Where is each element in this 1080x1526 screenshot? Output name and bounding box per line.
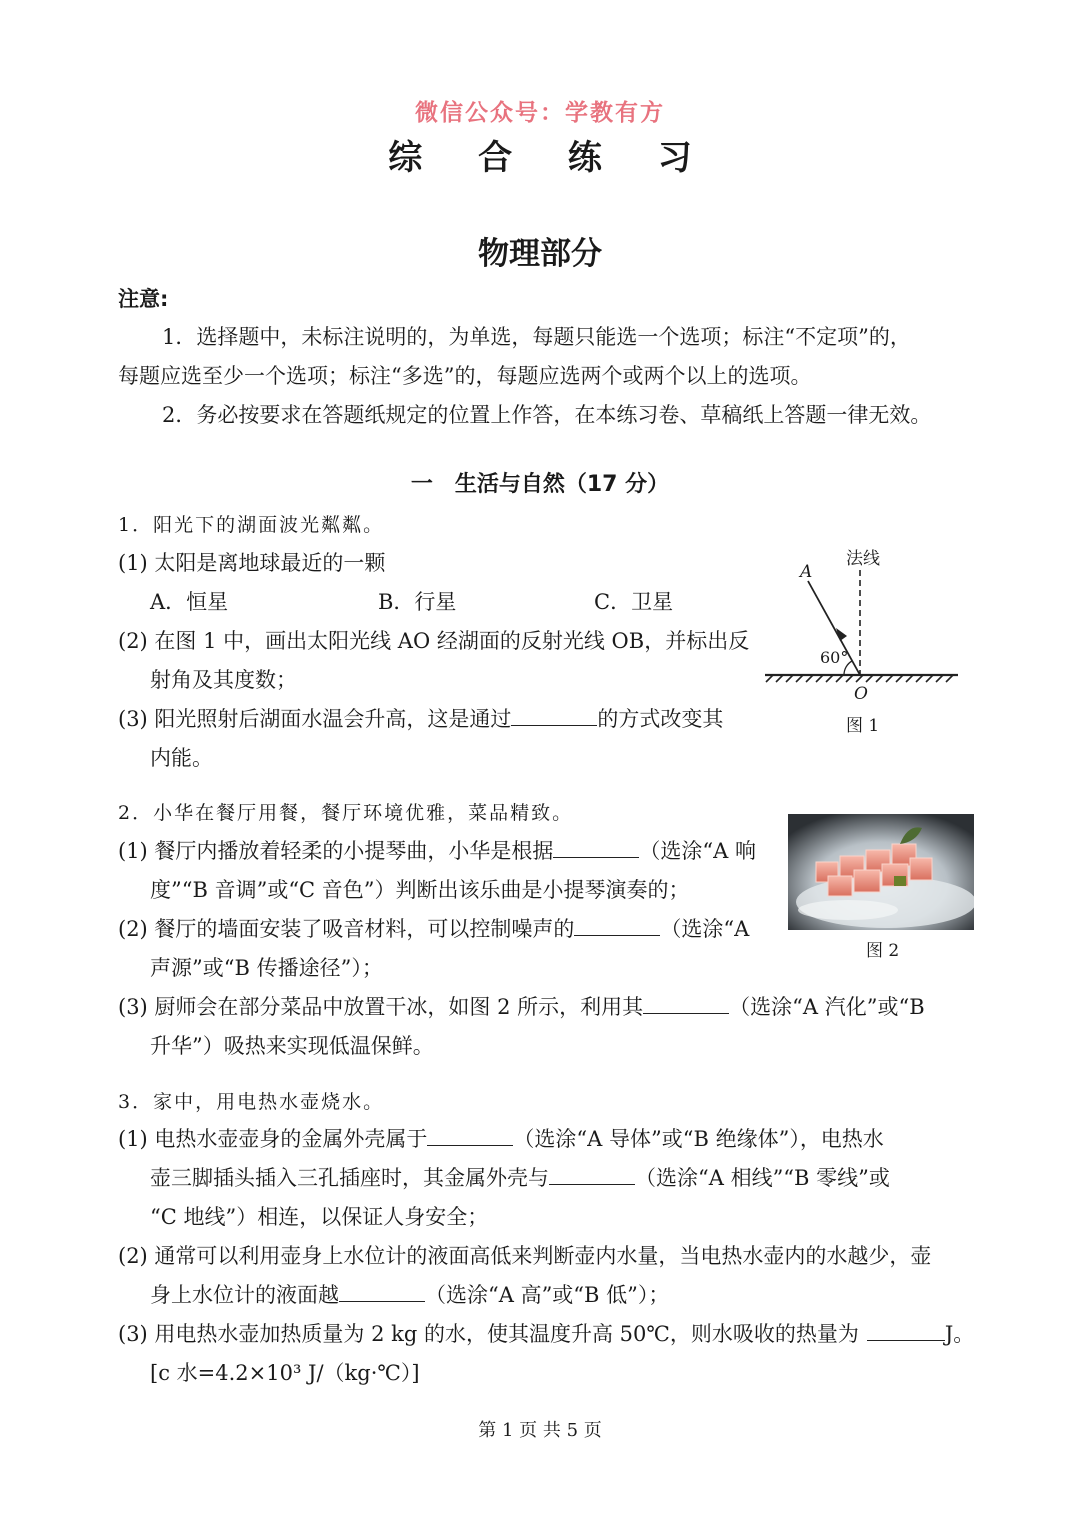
q3-part-1-line-2-post: （选涂“A 相线”“B 零线”或 <box>635 1166 890 1190</box>
figure-1-angle-label: 60° <box>820 648 849 667</box>
q2-part-3-post: （选涂“A 汽化”或“B <box>729 995 925 1019</box>
q3-part-3-blank[interactable] <box>867 1320 945 1341</box>
q2-part-3-line-2: 升华”）吸热来实现低温保鲜。 <box>150 1034 434 1058</box>
figure-2-caption: 图 2 <box>866 941 900 961</box>
q3-formula: [c 水=4.2×10³ J/（kg·℃）] <box>150 1361 420 1385</box>
q3-part-3-line-1 <box>118 1319 974 1349</box>
q2-part-2-line-2: 声源”或“B 传播途径”）； <box>150 956 383 980</box>
q3-part-1-pre: (1) 电热水壶壶身的金属外壳属于 <box>118 1127 428 1151</box>
q1-part-3-line-2: 内能。 <box>150 746 213 770</box>
q3-part-3-pre: (3) 用电热水壶加热质量为 2 kg 的水，使其温度升高 50℃，则水吸收的热量为 <box>118 1322 859 1346</box>
q2-part-1-blank[interactable] <box>553 837 639 858</box>
figure-1-point-o: O <box>854 684 868 704</box>
q1-part-3-blank[interactable] <box>511 705 597 726</box>
q1-part-3-post: 的方式改变其 <box>597 707 724 731</box>
notice-item-2: 2．务必按要求在答题纸规定的位置上作答，在本练习卷、草稿纸上答题一律无效。 <box>162 403 932 427</box>
q1-option-c: C．卫星 <box>594 590 674 614</box>
q3-part-1-blank-2[interactable] <box>549 1164 635 1185</box>
figure-1-point-a: A <box>800 562 813 582</box>
q1-part-3-line-1 <box>118 704 723 734</box>
q2-part-3-line-1 <box>118 992 925 1022</box>
q2-part-2-pre: (2) 餐厅的墙面安装了吸音材料，可以控制噪声的 <box>118 917 575 941</box>
q3-part-2-blank[interactable] <box>339 1281 425 1302</box>
q3-part-1-line-1 <box>118 1124 884 1154</box>
section-1-heading: 一 生活与自然（17 分） <box>410 472 670 497</box>
q2-part-1-post: （选涂“A 响 <box>639 839 756 863</box>
q2-part-2-line-1 <box>118 914 749 944</box>
q3-part-2-line-1: (2) 通常可以利用壶身上水位计的液面高低来判断壶内水量，当电热水壶内的水越少，壶 <box>118 1244 932 1268</box>
q2-part-3-pre: (3) 厨师会在部分菜品中放置干冰，如图 2 所示，利用其 <box>118 995 644 1019</box>
notice-item-1-line-2: 每题应选至少一个选项；标注“多选”的，每题应选两个或两个以上的选项。 <box>118 364 812 388</box>
q3-part-1-line-2 <box>150 1163 890 1193</box>
q2-stem: 2．小华在餐厅用餐，餐厅环境优雅，菜品精致。 <box>118 802 574 824</box>
q2-part-1-line-2: 度”“B 音调”或“C 音色”）判断出该乐曲是小提琴演奏的； <box>150 878 690 902</box>
q3-part-1-line-3: “C 地线”）相连，以保证人身安全； <box>150 1205 489 1229</box>
page-subtitle: 物理部分 <box>478 236 602 272</box>
q2-part-1-pre: (1) 餐厅内播放着轻柔的小提琴曲，小华是根据 <box>118 839 554 863</box>
q1-part-2-line-2: 射角及其度数； <box>150 668 297 692</box>
figure-1-caption: 图 1 <box>846 716 880 736</box>
watermark: 微信公众号：学教有方 <box>415 99 665 126</box>
q3-part-1-line-2-pre: 壶三脚插头插入三孔插座时，其金属外壳与 <box>150 1166 549 1190</box>
figure-2-svg <box>788 814 974 930</box>
q1-stem: 1．阳光下的湖面波光粼粼。 <box>118 514 385 536</box>
q1-part-1: (1) 太阳是离地球最近的一颗 <box>118 551 386 575</box>
q3-stem: 3．家中，用电热水壶烧水。 <box>118 1091 385 1113</box>
page-footer: 第 1 页 共 5 页 <box>478 1420 602 1441</box>
notice-item-1-line-1: 1．选择题中，未标注说明的，为单选，每题只能选一个选项；标注“不定项”的， <box>162 325 911 349</box>
q2-part-1-line-1 <box>118 836 756 866</box>
q1-option-a: A．恒星 <box>150 590 229 614</box>
q3-part-3-post: J。 <box>944 1322 975 1346</box>
page-title: 综 合 练 习 <box>388 138 714 178</box>
q3-part-2-line-2 <box>150 1280 669 1310</box>
q1-option-b: B．行星 <box>378 590 457 614</box>
q3-part-2-pre: 身上水位计的液面越 <box>150 1283 339 1307</box>
figure-2-photo <box>788 814 974 930</box>
q2-part-2-post: （选涂“A <box>660 917 750 941</box>
q3-part-1-post: （选涂“A 导体”或“B 绝缘体”），电热水 <box>513 1127 884 1151</box>
garnish <box>894 876 906 886</box>
figure-1-normal-label: 法线 <box>846 549 880 569</box>
notice-label: 注意: <box>118 287 169 311</box>
q2-part-2-blank[interactable] <box>574 915 660 936</box>
q3-part-2-post: （选涂“A 高”或“B 低”）； <box>425 1283 670 1307</box>
q3-part-1-blank-1[interactable] <box>427 1125 513 1146</box>
q1-part-3-pre: (3) 阳光照射后湖面水温会升高，这是通过 <box>118 707 512 731</box>
q1-part-2-line-1: (2) 在图 1 中，画出太阳光线 AO 经湖面的反射光线 OB，并标出反 <box>118 629 750 653</box>
q2-part-3-blank[interactable] <box>643 993 729 1014</box>
